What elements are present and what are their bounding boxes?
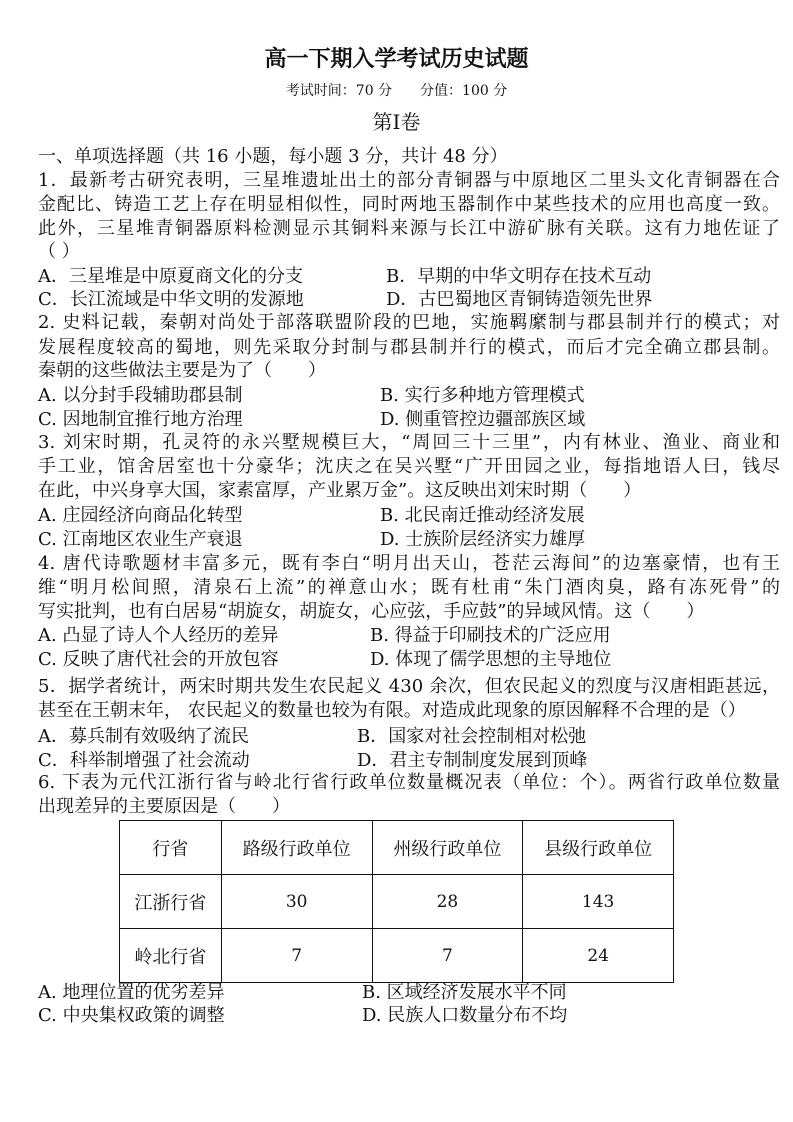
option-c: C. 江南地区农业生产衰退 [38,529,243,550]
option-c: C. 中央集权政策的调整 [38,1005,225,1026]
table-cell: 143 [523,875,674,929]
option-b: B．国家对社会控制相对松弛 [357,726,587,747]
option-d: D. 士族阶层经济实力雄厚 [380,529,586,550]
question-4-line: 写实批判，也有白居易“胡旋女，胡旋女，心应弦，手应鼓”的异域风情。这（ ） [38,601,705,622]
option-b: B. 得益于印刷技术的广泛应用 [370,625,611,646]
option-a: A．募兵制有效吸纳了流民 [38,726,249,747]
table-cell: 岭北行省 [120,929,222,983]
option-a: A．三星堆是中原夏商文化的分支 [38,266,303,287]
table-header-row [120,821,674,875]
exam-meta: 考试时间：70 分 分值：100 分 [285,83,508,99]
question-3-line: 3. 刘宋时期，孔灵符的永兴墅规模巨大，“周回三十三里”，内有林业、渔业、商业和 [38,432,780,453]
option-b: B. 区域经济发展水平不同 [362,982,567,1003]
question-1-line: 金配比、铸造工艺上存在明显相似性，同时两地玉器制作中某些技术的应用也高度一致。 [38,194,780,215]
table-cell: 7 [221,929,372,983]
table-row [120,875,674,929]
section-heading: 一、单项选择题（共 16 小题，每小题 3 分，共计 48 分） [38,146,508,167]
question-3-line: 在此，中兴身享大国，家素富厚，产业累万金”。这反映出刘宋时期（ ） [38,480,642,501]
option-b: B. 实行多种地方管理模式 [380,385,585,406]
table-cell: 30 [221,875,372,929]
data-table [119,820,674,983]
page-title: 高一下期入学考试历史试题 [264,47,529,72]
option-c: C．科举制增强了社会流动 [38,750,250,771]
question-6-line: 出现差异的主要原因是（ ） [38,796,290,817]
question-1-line: （ ） [38,241,80,262]
table-header-cell: 行省 [120,821,222,875]
option-d: D. 体现了儒学思想的主导地位 [370,649,612,670]
option-c: C．长江流域是中华文明的发源地 [38,289,304,310]
question-5-line: 5．据学者统计，两宋时期共发生农民起义 430 余次，但农民起义的烈度与汉唐相距甚远， [38,676,780,697]
question-4-line: 4. 唐代诗歌题材丰富多元，既有李白“明月出天山，苍茫云海间”的边塞豪情，也有王 [38,553,780,574]
table-row [120,929,674,983]
table-cell: 江浙行省 [120,875,222,929]
table-header-cell: 县级行政单位 [523,821,674,875]
table-cell: 28 [372,875,523,929]
option-a: A. 以分封手段辅助郡县制 [38,385,243,406]
question-2-line: 2. 史料记载，秦朝对尚处于部落联盟阶段的巴地，实施羁縻制与郡县制并行的模式；对 [38,312,780,333]
option-a: A. 庄园经济向商品化转型 [38,505,243,526]
table-cell: 24 [523,929,674,983]
question-1-line: 1．最新考古研究表明，三星堆遗址出土的部分青铜器与中原地区二里头文化青铜器在合 [38,170,780,191]
option-a: A. 地理位置的优劣差异 [38,982,225,1003]
table-header-cell: 路级行政单位 [221,821,372,875]
option-c: C. 因地制宜推行地方治理 [38,409,243,430]
question-5-line: 甚至在王朝末年， 农民起义的数量也较为有限。对造成此现象的原因解释不合理的是（） [38,700,746,721]
option-d: D. 侧重管控边疆部族区域 [380,409,586,430]
question-2-line: 发展程度较高的蜀地，则先采取分封制与郡县制并行的模式，而后才完全确立郡县制。 [38,337,780,358]
volume-heading: 第Ⅰ卷 [372,110,421,134]
question-1-line: 此外，三星堆青铜器原料检测显示其铜料来源与长江中游矿脉有关联。这有力地佐证了 [38,218,780,239]
option-a: A. 凸显了诗人个人经历的差异 [38,625,279,646]
table-cell: 7 [372,929,523,983]
option-d: D．古巴蜀地区青铜铸造领先世界 [386,289,653,310]
question-3-line: 手工业，馆舍居室也十分豪华；沈庆之在吴兴墅“广开田园之业，每指地语人曰，钱尽 [38,456,780,477]
option-d: D. 民族人口数量分布不均 [362,1005,568,1026]
option-c: C. 反映了唐代社会的开放包容 [38,649,279,670]
option-b: B. 北民南迁推动经济发展 [380,505,585,526]
option-d: D．君主专制制度发展到顶峰 [357,750,588,771]
option-b: B．早期的中华文明存在技术互动 [386,266,652,287]
table-header-cell: 州级行政单位 [372,821,523,875]
question-6-line: 6. 下表为元代江浙行省与岭北行省行政单位数量概况表（单位：个）。两省行政单位数量 [38,772,780,793]
question-2-line: 秦朝的这些做法主要是为了（ ） [38,360,326,381]
question-4-line: 维“明月松间照，清泉石上流”的禅意山水；既有杜甫“朱门酒肉臭，路有冻死骨”的 [38,577,780,598]
